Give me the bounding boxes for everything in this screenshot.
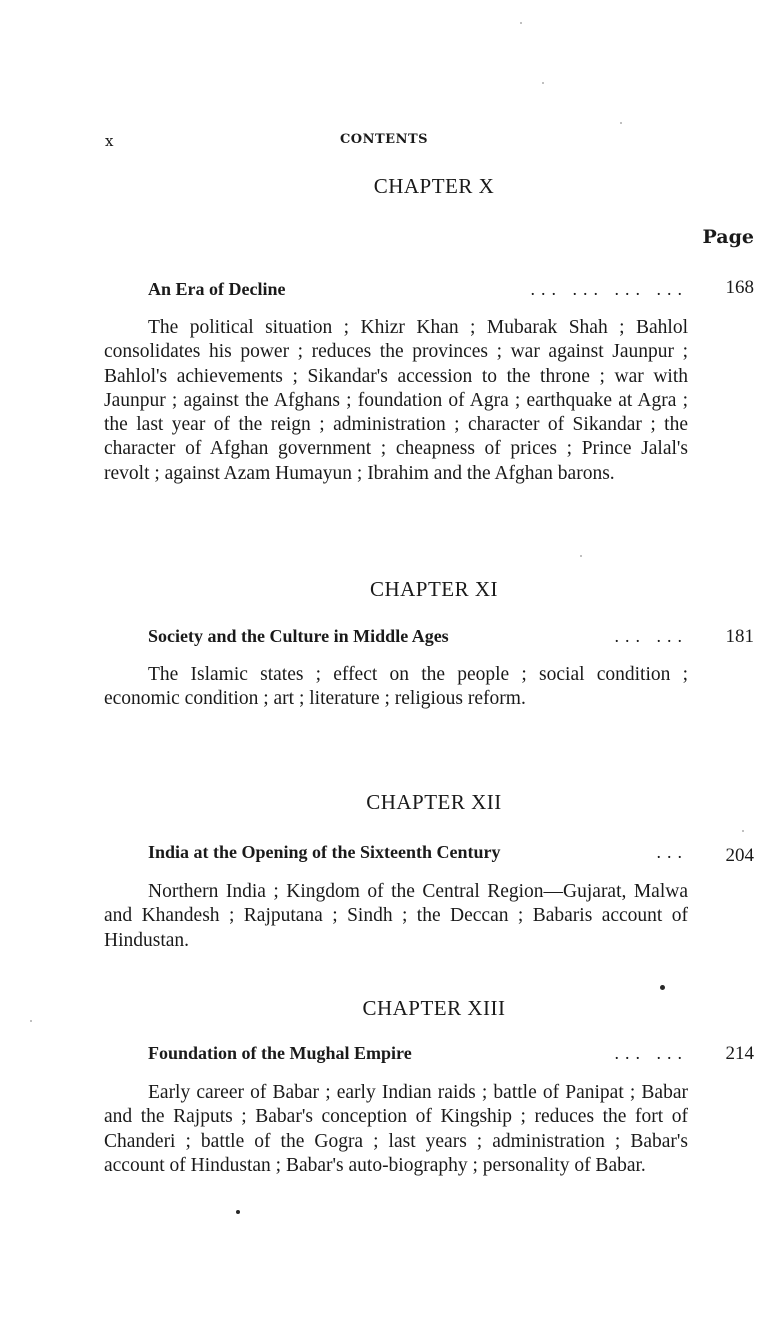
scan-speck — [542, 82, 544, 84]
leader-dots: ... — [656, 842, 688, 862]
chapter-heading: CHAPTER X — [373, 174, 495, 198]
leader-dots: ... ... ... ... — [530, 279, 688, 299]
chapter-heading: CHAPTER XI — [369, 577, 499, 601]
page-folio: x — [105, 132, 114, 150]
entry-title: Society and the Culture in Middle Ages — [148, 626, 449, 646]
entry-title: India at the Opening of the Sixteenth Century — [148, 842, 501, 862]
leader-dots: ... ... — [614, 1043, 688, 1063]
page-number: 214 — [725, 1043, 754, 1064]
scan-speck — [580, 555, 582, 557]
toc-entry — [148, 842, 688, 863]
chapter-summary: Northern India ; Kingdom of the Central Region—Gujarat, Malwa and Khandesh ; Rajputana ; Sindh ; the Deccan ; Babaris account of Hindustan. — [104, 881, 688, 951]
running-title: CONTENTS — [339, 132, 429, 147]
entry-title: Foundation of the Mughal Empire — [148, 1043, 412, 1063]
leader-dots: ... ... — [614, 626, 688, 646]
page-column-label: Page — [702, 226, 754, 248]
page-number: 204 — [725, 845, 754, 866]
scan-speck — [236, 1210, 240, 1214]
scan-speck — [620, 122, 622, 124]
toc-entry — [148, 1043, 688, 1064]
chapter-summary: Early career of Babar ; early Indian raids ; battle of Panipat ; Babar and the Rajputs ; Babar's conception of Kingship ; reduces the fort of Chanderi ; battle of the Gogra ; last years ; administration ; Babar's account of Hindustan ; Babar's auto-biography ; personality of Babar. — [104, 1082, 688, 1176]
toc-entry — [148, 279, 688, 300]
chapter-summary: The Islamic states ; effect on the people ; social condition ; economic condition ; art ; literature ; religious reform. — [104, 664, 688, 710]
page-number: 181 — [725, 626, 754, 647]
scan-speck — [660, 985, 665, 990]
entry-title: An Era of Decline — [148, 279, 286, 299]
chapter-summary: The political situation ; Khizr Khan ; Mubarak Shah ; Bahlol consolidates his power ; reduces the provinces ; war against Jaunpur ; Bahlol's achievements ; Sikandar's accession to the throne ; war with Jaunpur ; against the Afghans ; foundation of Agra ; earthquake at Agra ; the last year of the reign ; administration ; character of Sikandar ; the character of Afghan government ; cheapness of prices ; Prince Jalal's revolt ; against Azam Humayun ; Ibrahim and the Afghan barons. — [104, 317, 688, 484]
page-number: 168 — [725, 277, 754, 298]
scan-speck — [742, 830, 744, 832]
scan-speck — [520, 22, 522, 24]
toc-entry — [148, 626, 688, 647]
chapter-heading: CHAPTER XIII — [362, 996, 506, 1020]
chapter-heading: CHAPTER XII — [366, 790, 502, 814]
